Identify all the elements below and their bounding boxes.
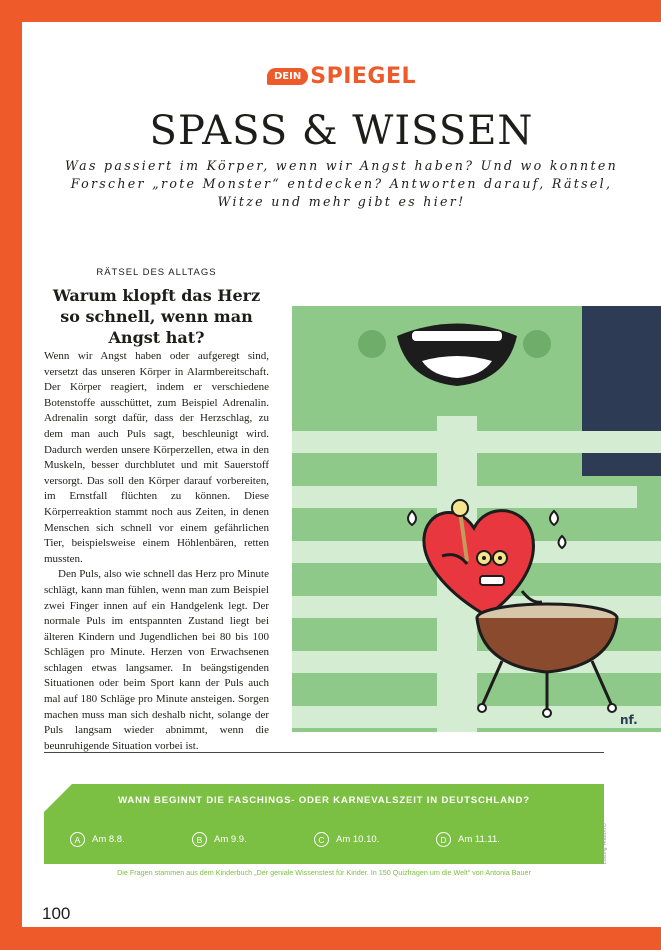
answer-letter-circle: D (436, 832, 451, 847)
page-number: 100 (42, 904, 71, 923)
answer-text: Am 9.9. (214, 834, 247, 845)
page-subtitle: Was passiert im Körper, wenn wir Angst haben? Und wo konnten Forscher „rote Monster“ entdecken? Antworten darauf, Rätsel, Witze und mehr gibt es hier! (65, 158, 618, 209)
quiz-source: Die Fragen stammen aus dem Kinderbuch „Der geniale Wissenstest für Kinder. In 150 Quizfragen um die Welt“ von Antonia Bauer (117, 868, 531, 877)
page-title: SPASS & WISSEN (149, 108, 534, 154)
article-body (44, 349, 269, 754)
section-divider (44, 752, 604, 753)
magazine-page (22, 22, 661, 927)
dein-spiegel-logo (22, 64, 661, 89)
quiz-solution-text: Lösung: Antwort D (602, 823, 608, 864)
quiz-answer-a[interactable] (70, 832, 192, 847)
logo-dein-badge: DEIN (267, 68, 308, 85)
quiz-answers (70, 832, 590, 847)
answer-text: Am 11.11. (458, 834, 500, 845)
answer-text: Am 10.10. (336, 834, 380, 845)
answer-letter-circle: B (192, 832, 207, 847)
article-paragraph: Den Puls, also wie schnell das Herz pro Minute schlägt, kann man fühlen, wenn man zum Beispiel zwei Finger innen auf ein Handgelenk legt. Der normale Puls im entspannten Zustand liegt bei älteren Kindern und Jugendlichen bei 80 bis 100 Schlägen pro Minute. Herzen von Erwachsenen schlagen etwas langsamer. In beängstigenden Situationen oder beim Sport kann der Puls auch mal auf 180 Schläge pro Minute ansteigen. Sorgen machen muss man sich deshalb nicht, solange der Puls langsam wieder abnimmt, wenn die beunruhigende Situation vorbei ist. (44, 568, 269, 752)
quiz-answer-b[interactable] (192, 832, 314, 847)
heart-drum-illustration (292, 306, 661, 732)
quiz-answer-d[interactable] (436, 832, 558, 847)
article-paragraph: Wenn wir Angst haben oder aufgeregt sind, versetzt das unseren Körper in Alarmbereitschaft. Der Körper reagiert, indem er verschiedene Botenstoffe ausschüttet, zum Beispiel Adrenalin. Adrenalin sorgt dafür, dass der Herzschlag, zu dem man auch Puls sagt, beschleunigt wird. Dadurch werden unsere Körperzellen, etwa in den Muskeln, besser durchblutet und mit Sauerstoff versorgt. Das soll den Körper darauf vorbereiten, im Ernstfall flüchten zu können. Diese Körperreaktion stammt noch aus Zeiten, in denen Menschen sich schnell vor einem gefährlichen Tier, beispielsweise einem Höhlenbären, retten mussten. (44, 350, 269, 565)
logo-spiegel-wordmark: SPIEGEL (310, 64, 417, 89)
answer-text: Am 8.8. (92, 834, 125, 845)
quiz-answer-c[interactable] (314, 832, 436, 847)
quiz-question: WANN BEGINNT DIE FASCHINGS- ODER KARNEVALSZEIT IN DEUTSCHLAND? (118, 795, 530, 806)
answer-letter-circle: C (314, 832, 329, 847)
quiz-solution-credit (602, 820, 612, 864)
illustration-signature: nf. (620, 713, 638, 727)
article-kicker: RÄTSEL DES ALLTAGS (96, 267, 217, 278)
article-headline: Warum klopft das Herz so schnell, wenn man Angst hat? (52, 286, 261, 347)
answer-letter-circle: A (70, 832, 85, 847)
quiz-box (44, 784, 604, 864)
